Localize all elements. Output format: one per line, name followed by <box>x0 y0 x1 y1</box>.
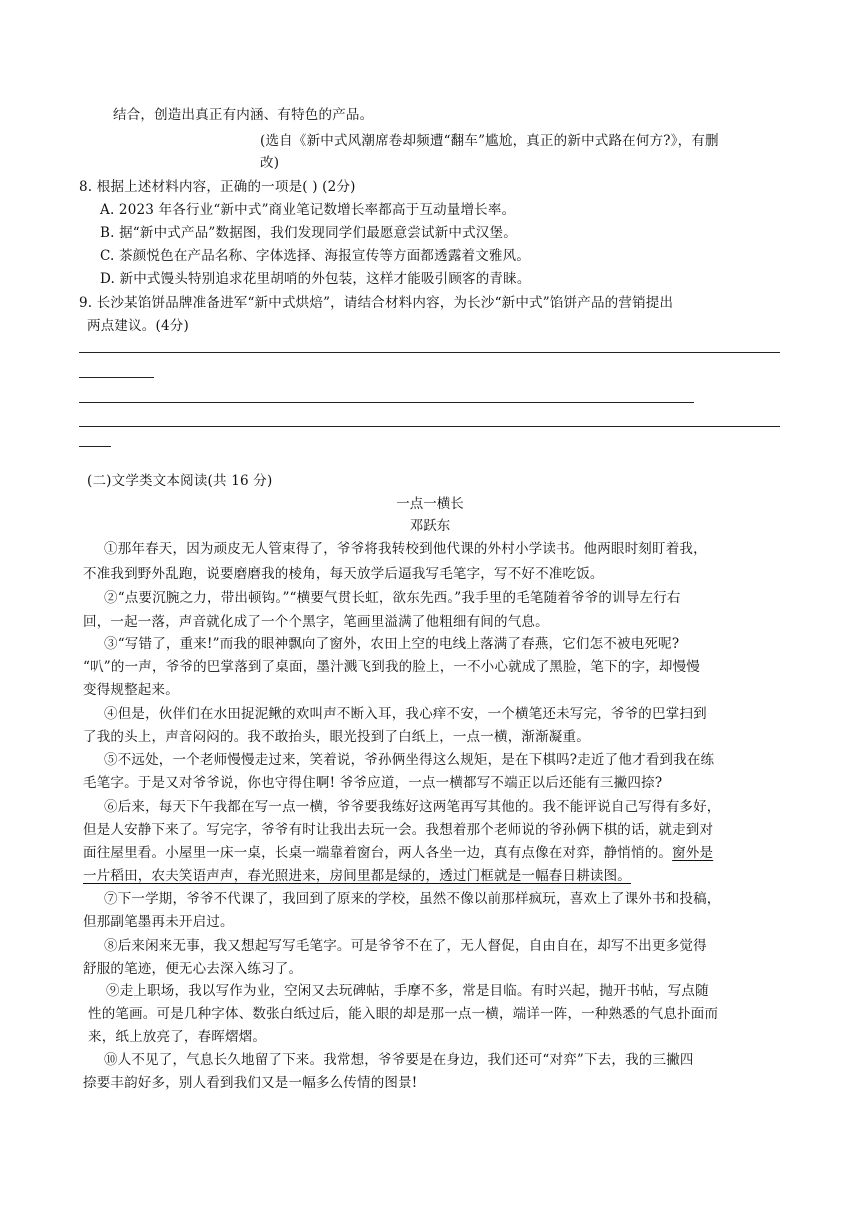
paragraph-line: ⑦下一学期，爷爷不代课了，我回到了原来的学校，虽然不像以前那样疯玩，喜欢上了课外书和投稿， <box>104 891 721 907</box>
paragraph-line: ①那年春天，因为顽皮无人管束得了，爷爷将我转校到他代课的外村小学读书。他两眼时刻盯着我， <box>104 541 707 557</box>
paragraph-line: ②“点要沉腕之力，带出顿钩。”“横要气贯长虹，欲东先西。”我手里的毛笔随着爷爷的训导左行右 <box>104 590 681 606</box>
answer-line[interactable] <box>79 377 154 378</box>
paragraph-line: 性的笔画。可是几种字体、数张白纸过后，能入眼的却是那一点一横，端详一阵，一种熟悉的气息扑面而 <box>88 1006 719 1022</box>
question-9-stem-end: 两点建议。(4分) <box>87 318 189 334</box>
answer-line[interactable] <box>79 446 111 447</box>
paragraph-line: 但那副笔墨再未开启过。 <box>83 914 234 930</box>
paragraph-line: ③“写错了，重来!”而我的眼神飘向了窗外，农田上空的电线上落满了春燕，它们怎不被电死呢? <box>104 636 680 652</box>
paragraph-line: 回，一起一落，声音就化成了一个个黑字，笔画里溢满了他粗细有间的气息。 <box>83 614 549 630</box>
answer-line[interactable] <box>79 426 780 427</box>
section-heading: (二)文学类文本阅读(共 16 分) <box>87 473 273 489</box>
question-8-option-c: C. 茶颜悦色在产品名称、字体选择、海报宣传等方面都透露着文雅风。 <box>100 248 531 264</box>
question-8-option-d: D. 新中式馒头特别追求花里胡哨的外包装，这样才能吸引顾客的青睐。 <box>100 271 531 287</box>
article-author: 邓跃东 <box>409 518 451 534</box>
question-8-option-b: B. 据“新中式产品”数据图，我们发现同学们最愿意尝试新中式汉堡。 <box>100 225 517 241</box>
paragraph-line: ⑧后来闲来无事，我又想起写写毛笔字。可是爷爷不在了，无人督促，自由自在，却写不出更多觉得 <box>104 938 707 954</box>
paragraph-line: 来，纸上放亮了，春晖熠熠。 <box>88 1029 267 1045</box>
source-citation-end: 改) <box>260 155 280 171</box>
paragraph-line: 捺要丰韵好多，别人看到我们又是一幅多么传情的图景! <box>83 1075 418 1091</box>
source-text-line: 结合，创造出真正有内涵、有特色的产品。 <box>113 107 374 123</box>
source-citation: (选自《新中式风潮席卷却频遭“翻车”尴尬，真正的新中式路在何方?》，有删 <box>260 133 719 149</box>
paragraph-line: “叭”的一声，爷爷的巴掌落到了桌面，墨汁溅飞到我的脸上，一不小心就成了黑脸，笔下的字，却慢慢 <box>83 659 701 675</box>
article-title: 一点一横长 <box>396 496 464 512</box>
question-8-option-a: A. 2023 年各行业“新中式”商业笔记数增长率都高于互动量增长率。 <box>100 202 516 218</box>
paragraph-line: ⑨走上职场，我以写作为业，空闲又去玩碑帖，手摩不多，常是目临。有时兴起，抛开书帖，写点随 <box>106 983 709 999</box>
underlined-text: 窗外是 <box>672 845 714 861</box>
underlined-text: 一片稻田，农夫笑语声声，春光照进来，房间里都是绿的，透过门框就是一幅春日耕读图。 <box>83 868 631 884</box>
paragraph-line: ⑩人不见了，气息长久地留了下来。我常想，爷爷要是在身边，我们还可“对弈”下去，我的三撇四 <box>104 1052 694 1068</box>
paragraph-line: 不准我到野外乱跑，说要磨磨我的棱角，每天放学后逼我写毛笔字，写不好不准吃饭。 <box>83 566 604 582</box>
paragraph-line: 毛笔字。于是又对爷爷说，你也守得住啊! 爷爷应道，一点一横都写不端正以后还能有三撇四捺? <box>83 775 663 791</box>
paragraph-line: 舒服的笔迹，便无心去深入练习了。 <box>83 961 303 977</box>
paragraph-line: ④但是，伙伴们在水田捉泥鳅的欢叫声不断入耳，我心痒不安，一个横笔还未写完，爷爷的巴掌扫到 <box>104 706 707 722</box>
paragraph-line: 变得规整起来。 <box>83 682 179 698</box>
paragraph-line: ⑤不远处，一个老师慢慢走过来，笑着说，爷孙俩坐得这么规矩，是在下棋吗?走近了他才看到我在练 <box>104 752 715 768</box>
answer-line[interactable] <box>79 402 694 403</box>
question-9-stem: 9. 长沙某馅饼品牌准备进军“新中式烘焙”，请结合材料内容，为长沙“新中式”馅饼产品的营销提出 <box>79 295 674 311</box>
paragraph-line: 但是人安静下来了。写完字，爷爷有时让我出去玩一会。我想着那个老师说的爷孙俩下棋的话，就走到对 <box>83 822 714 838</box>
paragraph-line-with-underline: 面往屋里看。小屋里一床一桌，长桌一端靠着窗台，两人各坐一边，真有点像在对弈，静悄悄的。窗外是 <box>83 845 714 861</box>
question-8-stem: 8. 根据上述材料内容，正确的一项是( ) (2分) <box>79 179 356 195</box>
answer-line[interactable] <box>79 352 780 353</box>
paragraph-line: 了我的头上，声音闷闷的。我不敢抬头，眼光投到了白纸上，一点一横，渐渐凝重。 <box>83 729 590 745</box>
paragraph-line: ⑥后来，每天下午我都在写一点一横，爷爷要我练好这两笔再写其他的。我不能评说自己写得有多好， <box>104 799 721 815</box>
